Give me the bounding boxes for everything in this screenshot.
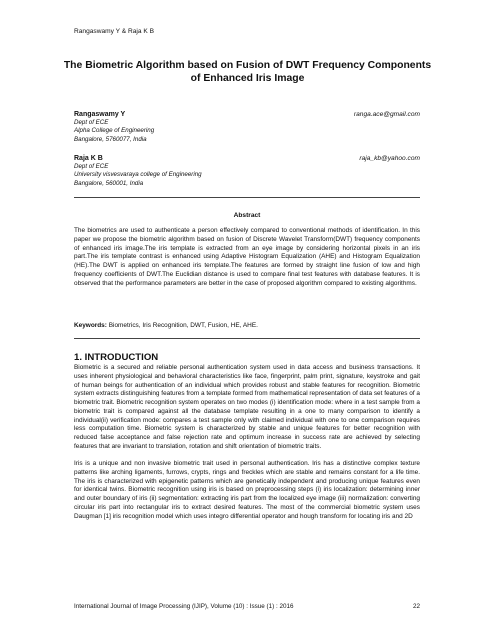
author-location: Bangalore, 560001, India xyxy=(74,179,144,187)
author-location: Bangalore, 5760077, India xyxy=(74,135,147,143)
abstract-heading: Abstract xyxy=(233,212,261,219)
author-block-2 xyxy=(74,155,420,188)
paper-title: The Biometric Algorithm based on Fusion of DWT Frequency Components of Enhanced Iris Image xyxy=(63,60,432,84)
divider-top xyxy=(74,197,420,198)
author-email[interactable]: raja_kb@yahoo.com xyxy=(359,155,420,162)
keywords-line xyxy=(74,322,420,329)
author-dept: Dept of ECE xyxy=(74,119,109,127)
paragraph: Iris is a unique and non invasive biometric trait used in personal authentication. Iris has a distinctive complex texture patterns like arching ligaments, furrows, crypts, rings and freckles which are stable and remains constant for a life time. The iris is characterized with epigenetic patterns which are genetically independent and producing unique features even for identical twins. Biometric recognition using iris is based on preprocessing steps (i) iris localization: determining inner and outer boundary of iris (ii) segmentation: extracting iris part from the localized eye image (iii) normalization: converting circular iris part into rectangular iris to extract desired features. The most of the commercial biometric system uses Daugman [1] iris recognition model which uses integro differential operator and hough transform for locating iris and 2D xyxy=(74,460,420,520)
page-number: 22 xyxy=(412,603,420,610)
paragraph: Biometric is a secured and reliable personal authentication system used in data access and business transactions. It uses inherent physiological and behavioral characteristics like face, fingerprint, palm print, signature, keystroke and gait of human beings for authentication of an individual which provides robust and stable features for recognition. Biometric system extracts distinguishing features from a template formed from mathematical representation of data set features of a biometric trait. Biometric recognition system operates on two modes (i) identification mode: where in a test sample from a biometric trait is compared against all the database template resulting in a one to many comparison to identify a individual(ii) verification mode: compares a test sample only with claimed individual with one to one comparison requires less computation time. Biometric system is characterized by stable and unique features for better recognition with reduced false acceptance and false rejection rate and optimum increase in success rate are achieved by selecting features that are invariant to translation, rotation and shift orientation of biometric traits. xyxy=(74,364,420,450)
author-institution: University visvesvaraya college of Engineering xyxy=(74,171,202,179)
section-heading: 1. INTRODUCTION xyxy=(74,352,159,363)
author-block-1 xyxy=(74,111,420,144)
journal-citation: International Journal of Image Processing (IJIP), Volume (10) : Issue (1) : 2016 xyxy=(74,603,294,610)
abstract-text: The biometrics are used to authenticate a person effectively compared to conventional methods of identification. In this paper we propose the biometric algorithm based on fusion of Discrete Wavelet Transform(DWT) frequency components of enhanced iris image.The iris template is extracted from an eye image by considering horizontal pixels in an iris part.The iris template contrast is enhanced using Adaptive Histogram Equalization (AHE) and Histogram Equalization (HE).The DWT is applied on enhanced iris template.The features are formed by straight line fusion of low and high frequency coefficients of DWT.The Euclidian distance is used to compare final test features with database features. It is observed that the performance parameters are better in the case of proposed algorithm compared to existing algorithms. xyxy=(74,227,420,287)
divider-bottom xyxy=(74,338,420,339)
page-footer xyxy=(74,603,420,610)
keywords-label: Keywords: xyxy=(74,322,107,329)
keywords-text: Biometrics, Iris Recognition, DWT, Fusion, HE, AHE. xyxy=(108,322,258,329)
section-body xyxy=(74,364,420,530)
author-dept: Dept of ECE xyxy=(74,163,109,171)
running-header: Rangaswamy Y & Raja K B xyxy=(74,28,155,35)
author-email[interactable]: ranga.ace@gmail.com xyxy=(353,111,420,118)
author-name: Rangaswamy Y xyxy=(74,111,126,118)
author-name: Raja K B xyxy=(74,155,103,162)
author-institution: Alpha College of Engineering xyxy=(74,127,155,135)
